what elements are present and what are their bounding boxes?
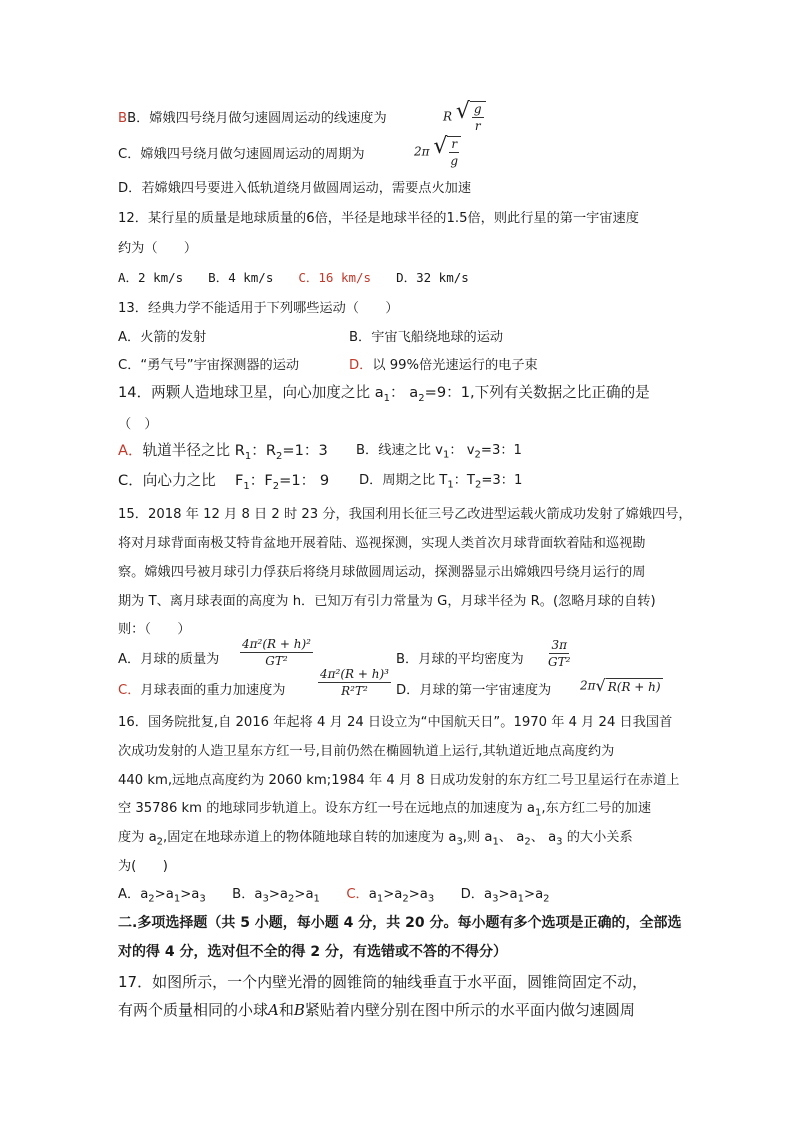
question-13-option-a: A．火箭的发射 xyxy=(118,330,207,345)
question-14-option-a: A．轨道半径之比 $R_1$：$R_2=1$：3 xyxy=(118,442,328,462)
question-12-options: A．2 km/s B．4 km/s C．16 km/s D．32 km/s xyxy=(118,270,469,285)
question-13-option-d: D．以 99%倍光速运行的电子束 xyxy=(349,358,538,373)
question-16-line-6: 为( ) xyxy=(118,859,168,874)
question-16-line-5: 度为 $a_2$,固定在地球赤道上的物体随地球自转的加速度为 $a_3$,则 $a_1$、 $a_2$、 $a_3$ 的大小关系 xyxy=(118,830,633,848)
formula-r-sqrt-g-over-r: R √ $\frac{g}{r}$ xyxy=(443,101,486,133)
option-d-orbit: D．若嫦娥四号要进入低轨道绕月做圆周运动，需要点火加速 xyxy=(118,181,472,196)
question-15-line-2: 将对月球背面南极艾特肯盆地开展着陆、巡视探测，实现人类首次月球背面软着陆和巡视勘 xyxy=(118,536,646,551)
option-c-period xyxy=(118,148,365,161)
question-13-option-b: B．宇宙飞船绕地球的运动 xyxy=(349,330,504,345)
question-14-paren: （ ） xyxy=(118,417,158,432)
question-16-line-1: 16．国务院批复,自 2016 年起将 4 月 24 日设立为“中国航天日”。1970 年 4 月 24 日我国首 xyxy=(118,715,673,730)
question-13: 13．经典力学不能适用于下列哪些运动（ ） xyxy=(118,301,399,316)
question-14-option-d: D．周期之比 $T_1$：$T_2=3$：1 xyxy=(359,473,523,491)
question-14-option-c: C．向心力之比 $F_1$：$F_2=1$： 9 xyxy=(118,472,330,492)
question-12: 12．某行星的质量是地球质量的6倍，半径是地球半径的1.5倍，则此行星的第一宇宙速度 xyxy=(118,211,639,226)
option-text: B．嫦娥四号绕月做匀速圆周运动的线速度为 xyxy=(127,111,387,126)
question-13-option-c: C．“勇气号”宇宙探测器的运动 xyxy=(118,358,300,373)
question-17-line-1: 17．如图所示，一个内壁光滑的圆锥筒的轴线垂直于水平面，圆锥筒固定不动， xyxy=(118,973,648,991)
question-15-line-1: 15．2018 年 12 月 8 日 2 时 23 分，我国利用长征三号乙改进型运载火箭成功发射了嫦娥四号， xyxy=(118,507,692,522)
question-15-option-c: C．月球表面的重力加速度为 xyxy=(118,683,286,698)
question-12-cont: 约为（ ） xyxy=(118,241,198,256)
question-17-line-2: 有两个质量相同的小球A和B紧贴着内壁分别在图中所示的水平面内做匀速圆周 xyxy=(118,1001,635,1019)
question-15-line-3: 察。嫦娥四号被月球引力俘获后将绕月球做圆周运动，探测器显示出嫦娥四号绕月运行的周 xyxy=(118,565,646,580)
formula-2pi-sqrt-r-over-g: 2π √ $\frac{r}{g}$ xyxy=(414,136,461,168)
question-15-option-a: A．月球的质量为 xyxy=(118,652,220,667)
question-15-line-4: 期为 T、离月球表面的高度为 h．已知万有引力常量为 G，月球半径为 R。(忽略月球的自转) xyxy=(118,594,656,609)
formula-moon-mass: $\frac{\text{4π²(R + h)²}}{\text{GT²}}$ xyxy=(242,637,311,668)
question-14-option-b: B．线速之比 $v_1$： $v_2=3$：1 xyxy=(356,443,522,461)
question-16-line-2: 次成功发射的人造卫星东方红一号,目前仍然在椭圆轨道上运行,其轨道近地点高度约为 xyxy=(118,744,615,759)
question-15-line-5: 则：（ ） xyxy=(118,622,191,637)
option-letter: B xyxy=(118,111,128,126)
question-16-line-4: 空 35786 km 的地球同步轨道上。设东方红一号在远地点的加速度为 $a_1$,东方红二号的加速 xyxy=(118,801,652,819)
question-14: 14．两颗人造地球卫星，向心加度之比 $a_1$： $a_2=9$：1,下列有关数据之比正确的是 xyxy=(118,384,650,404)
option-b-speed xyxy=(118,112,387,125)
section-2-heading-cont: 对的得 4 分，选对但不全的得 2 分，有选错或不答的不得分） xyxy=(118,944,507,960)
section-2-heading: 二.多项选择题（共 5 小题，每小题 4 分，共 20 分。每小题有多个选项是正确的，全部选 xyxy=(118,915,682,931)
question-16-line-3: 440 km,远地点高度约为 2060 km;1984 年 4 月 8 日成功发射的东方红二号卫星运行在赤道上 xyxy=(118,773,680,788)
formula-moon-density: $\frac{3\pi}{\text{GT²}}$ xyxy=(548,638,571,669)
question-15-option-b: B．月球的平均密度为 xyxy=(396,652,524,667)
option-text: C．嫦娥四号绕月做匀速圆周运动的周期为 xyxy=(118,147,365,162)
formula-moon-first-cosmic-velocity: 2π √ R(R + h) xyxy=(580,676,661,695)
question-16-options: A．$a_2>a_1>a_3$ B．$a_3>a_2>a_1$ C．$a_1>a_2>a_3$ D．$a_3>a_1>a_2$ xyxy=(118,887,550,905)
formula-moon-gravity: $\frac{\text{4π²(R + h)³}}{\text{R²T²}}$ xyxy=(320,667,389,698)
question-15-option-d: D．月球的第一宇宙速度为 xyxy=(396,683,552,698)
